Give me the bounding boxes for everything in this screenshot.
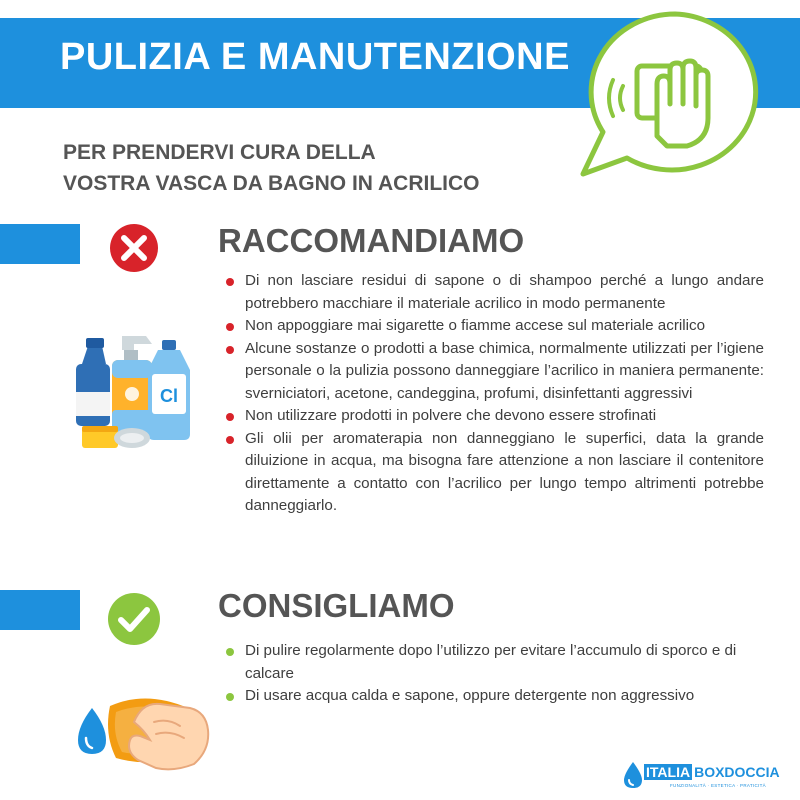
list-item-text: Alcune sostanze o prodotti a base chimica, normalmente utilizzati per l’igiene personale o la pulizia possono danneggiare l’acrilico in maniera permanente: sverniciatori, acetone, candeggina, profumi, disinfettanti aggressivi bbox=[245, 339, 764, 402]
list-item-text: Gli olii per aromaterapia non danneggiano le superfici, data la grande diluizione in acqua, ma bisogna fare attenzione a non lasciare il contenitore direttamente a contatto con l’acrilico per lungo tempo altrimenti potrebbe danneggiarlo. bbox=[245, 429, 764, 514]
section-title-consigliamo: CONSIGLIAMO bbox=[218, 587, 455, 624]
list-item-text: Non utilizzare prodotti in polvere che devono essere strofinati bbox=[245, 407, 657, 424]
list-item bbox=[224, 640, 784, 685]
bullet-dot bbox=[226, 436, 234, 444]
section-title-raccomandiamo: RACCOMANDIAMO bbox=[218, 222, 525, 259]
list-item-text: Di usare acqua calda e sapone, oppure detergente non aggressivo bbox=[245, 687, 695, 704]
list-item-text: Di non lasciare residui di sapone o di shampoo perché a lungo andare potrebbero macchiare il materiale acrilico in modo permanente bbox=[245, 272, 764, 312]
wiping-hand-icon bbox=[575, 8, 775, 183]
list-item bbox=[224, 405, 764, 428]
logo-wordmark bbox=[644, 764, 780, 780]
subtitle-line-1: PER PRENDERVI CURA DELLA bbox=[63, 141, 376, 164]
cross-icon bbox=[108, 222, 160, 274]
logo-part-1: ITALIA bbox=[646, 764, 691, 780]
bullet-dot bbox=[226, 693, 234, 701]
subtitle bbox=[63, 137, 480, 199]
hand-sponge-icon bbox=[76, 682, 210, 772]
brand-logo bbox=[622, 760, 794, 794]
logo-part-2: BOXDOCCIA bbox=[694, 764, 780, 780]
consigliamo-list bbox=[224, 640, 784, 708]
section-marker-bar bbox=[0, 224, 80, 264]
subtitle-line-2: VOSTRA VASCA DA BAGNO IN ACRILICO bbox=[63, 172, 480, 195]
raccomandiamo-list bbox=[224, 270, 764, 518]
bullet-dot bbox=[226, 648, 234, 656]
bullet-dot bbox=[226, 413, 234, 421]
bottle-label: Cl bbox=[160, 386, 178, 406]
bullet-dot bbox=[226, 323, 234, 331]
check-icon bbox=[106, 591, 162, 647]
list-item-text: Di pulire regolarmente dopo l’utilizzo per evitare l’accumulo di sporco e di calcare bbox=[245, 642, 737, 682]
list-item bbox=[224, 270, 764, 315]
logo-tagline: FUNZIONALITÀ · ESTETICA · PRATICITÀ bbox=[670, 783, 766, 788]
section-marker-bar bbox=[0, 590, 80, 630]
bullet-dot bbox=[226, 346, 234, 354]
cleaning-products-icon bbox=[72, 330, 200, 455]
list-item bbox=[224, 685, 784, 708]
water-drop-logo-icon bbox=[622, 760, 644, 790]
list-item bbox=[224, 428, 764, 518]
list-item bbox=[224, 315, 764, 338]
list-item-text: Non appoggiare mai sigarette o fiamme accese sul materiale acrilico bbox=[245, 317, 706, 334]
page-title: PULIZIA E MANUTENZIONE bbox=[60, 36, 570, 78]
list-item bbox=[224, 338, 764, 406]
bullet-dot bbox=[226, 278, 234, 286]
